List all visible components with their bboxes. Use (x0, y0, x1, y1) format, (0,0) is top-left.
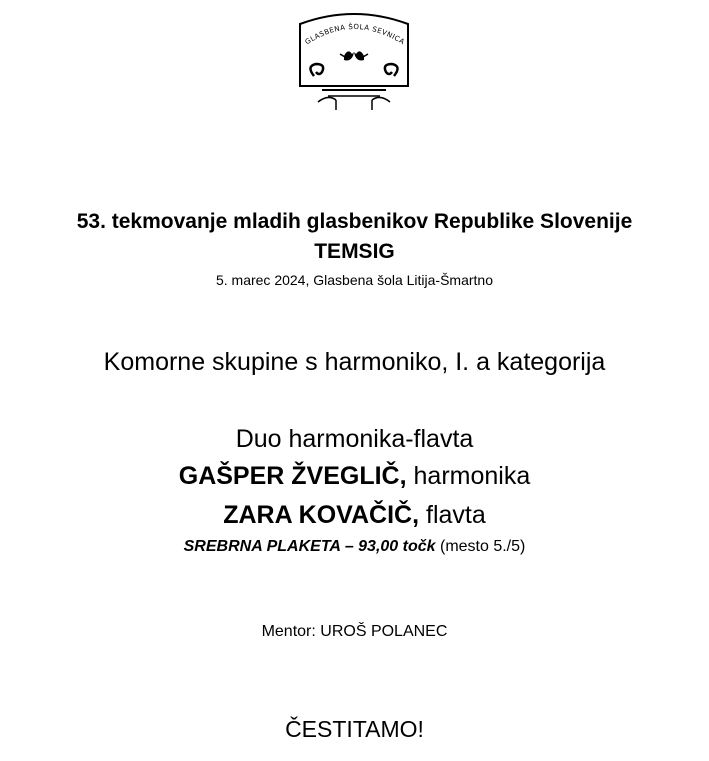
mentor-line: Mentor: UROŠ POLANEC (261, 623, 448, 640)
school-logo (292, 10, 416, 116)
member-instrument: harmonika (406, 462, 531, 490)
category-heading: Komorne skupine s harmoniko, I. a kategorija (103, 348, 606, 376)
logo-text: GLASBENA ŠOLA SEVNICA (303, 22, 407, 47)
member-instrument: flavta (419, 501, 486, 529)
member-row (0, 459, 709, 493)
ensemble-name: Duo harmonika-flavta (235, 425, 474, 453)
congratulations-text: ČESTITAMO! (285, 716, 424, 742)
member-row (0, 498, 709, 532)
competition-subtitle: TEMSIG (314, 240, 395, 263)
member-name: ZARA KOVAČIČ, (223, 501, 420, 529)
date-location: 5. marec 2024, Glasbena šola Litija-Šmartno (215, 272, 494, 288)
competition-title: 53. tekmovanje mladih glasbenikov Republike Slovenije (76, 210, 633, 233)
award-place: (mesto 5./5) (435, 538, 526, 555)
member-name: GAŠPER ŽVEGLIČ, (178, 462, 407, 490)
award-line (0, 536, 709, 558)
award-prize: SREBRNA PLAKETA – 93,00 točk (183, 538, 436, 555)
